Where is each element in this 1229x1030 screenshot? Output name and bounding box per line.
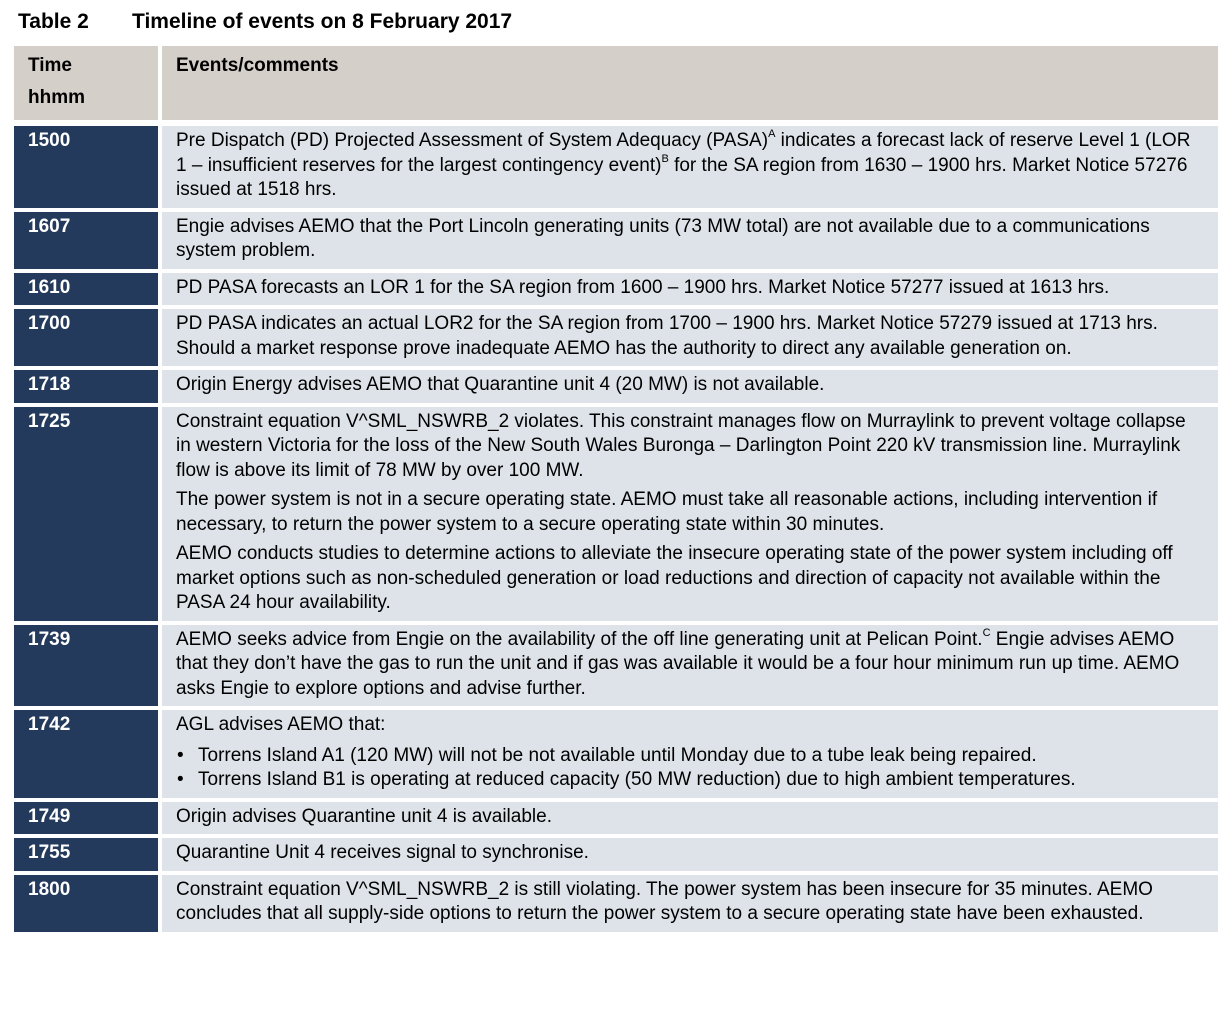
- bullet-list: [176, 744, 1204, 793]
- event-text: The power system is not in a secure operating state. AEMO must take all reasonable actions, including intervention if necessary, to return the power system to a secure operating state within 30 minutes.: [176, 489, 1158, 535]
- event-cell: [162, 407, 1218, 625]
- event-text: AGL advises AEMO that:: [176, 714, 386, 735]
- table-row: [14, 710, 1218, 802]
- event-text: [176, 628, 1204, 702]
- event-text: PD PASA indicates an actual LOR2 for the SA region from 1700 – 1900 hrs. Market Notice 57279 issued at 1713 hrs. Should a market response prove inadequate AEMO has the authority to direct any available generation on.: [176, 313, 1158, 359]
- table-row: [14, 625, 1218, 711]
- table-row: [14, 126, 1218, 212]
- footnote-marker: A: [768, 128, 776, 140]
- footnote-marker: B: [661, 152, 669, 165]
- time-cell: 1607: [14, 212, 162, 273]
- footnote-marker: C: [982, 626, 991, 639]
- time-cell: 1725: [14, 407, 162, 625]
- time-column-header: [14, 46, 162, 126]
- event-text: Engie advises AEMO that the Port Lincoln generating units (73 MW total) are not available due to a communications system problem.: [176, 215, 1150, 261]
- event-cell: [162, 273, 1218, 310]
- table-row: [14, 407, 1218, 625]
- time-cell: 1500: [14, 126, 162, 212]
- time-cell: 1610: [14, 273, 162, 310]
- event-cell: [162, 126, 1218, 212]
- time-cell: 1718: [14, 370, 162, 407]
- event-cell: [162, 710, 1218, 802]
- event-text: Quarantine Unit 4 receives signal to synchronise.: [176, 842, 589, 863]
- table-number: Table 2: [18, 10, 89, 33]
- table-caption: [18, 8, 1229, 36]
- event-text: Origin advises Quarantine unit 4 is available.: [176, 805, 552, 827]
- event-text: Origin Energy advises AEMO that Quarantine unit 4 (20 MW) is not available.: [176, 374, 825, 395]
- list-item: • Torrens Island A1 (120 MW) will not be not available until Monday due to a tube leak being repaired.: [176, 744, 1204, 769]
- events-column-header: Events/comments: [162, 46, 1218, 126]
- table-row: [14, 273, 1218, 310]
- time-cell: 1749: [14, 802, 162, 839]
- event-text-part: AEMO seeks advice from Engie on the availability of the off line generating unit at Pelican Point.: [176, 628, 983, 650]
- event-cell: [162, 309, 1218, 370]
- event-text: Constraint equation V^SML_NSWRB_2 violates. This constraint manages flow on Murraylink to prevent voltage collapse in western Victoria for the loss of the New South Wales Buronga – Darlington Point 220 kV transmission line. Murraylink flow is above its limit of 78 MW by over 100 MW.: [176, 410, 1186, 481]
- event-text: AEMO conducts studies to determine actions to alleviate the insecure operating state of the power system including off market options such as non-scheduled generation or load reductions and direction of capacity not available within the PASA 24 hour availability.: [176, 543, 1173, 613]
- event-cell: [162, 370, 1218, 407]
- list-item: • Torrens Island B1 is operating at reduced capacity (50 MW reduction) due to high ambient temperatures.: [176, 768, 1204, 793]
- time-cell: 1800: [14, 875, 162, 936]
- table-title: Timeline of events on 8 February 2017: [132, 10, 513, 33]
- timeline-table: [14, 46, 1218, 936]
- event-text-part: indicates a forecast lack of reserve Level 1 (LOR 1 – insufficient reserves for the largest contingency event): [176, 130, 1191, 176]
- table-row: [14, 838, 1218, 875]
- time-cell: 1742: [14, 710, 162, 802]
- event-cell: [162, 212, 1218, 273]
- event-cell: [162, 625, 1218, 711]
- table-row: [14, 875, 1218, 936]
- time-cell: 1700: [14, 309, 162, 370]
- time-cell: 1755: [14, 838, 162, 875]
- event-text-part: Engie advises AEMO that they don’t have the gas to run the unit and if gas was available it would be a four hour minimum run up time. AEMO asks Engie to explore options and advise further.: [176, 628, 1180, 699]
- event-cell: [162, 802, 1218, 839]
- time-cell: 1739: [14, 625, 162, 711]
- table-row: [14, 370, 1218, 407]
- table-row: [14, 309, 1218, 370]
- event-cell: [162, 838, 1218, 875]
- event-text: [176, 129, 1204, 203]
- table-row: [14, 802, 1218, 839]
- event-text-part: Pre Dispatch (PD) Projected Assessment of System Adequacy (PASA): [176, 130, 769, 151]
- event-cell: [162, 875, 1218, 936]
- time-header-label: Time: [28, 55, 73, 76]
- header-row: [14, 46, 1218, 126]
- event-text: Constraint equation V^SML_NSWRB_2 is still violating. The power system has been insecure for 35 minutes. AEMO concludes that all supply-side options to return the power system to a secure operating state have been exhausted.: [176, 878, 1153, 924]
- table-row: [14, 212, 1218, 273]
- time-header-format: hhmm: [28, 87, 85, 108]
- event-text-part: for the SA region from 1630 – 1900 hrs. Market Notice 57276 issued at 1518 hrs.: [176, 154, 1188, 200]
- event-text: PD PASA forecasts an LOR 1 for the SA region from 1600 – 1900 hrs. Market Notice 57277 issued at 1613 hrs.: [176, 276, 1110, 298]
